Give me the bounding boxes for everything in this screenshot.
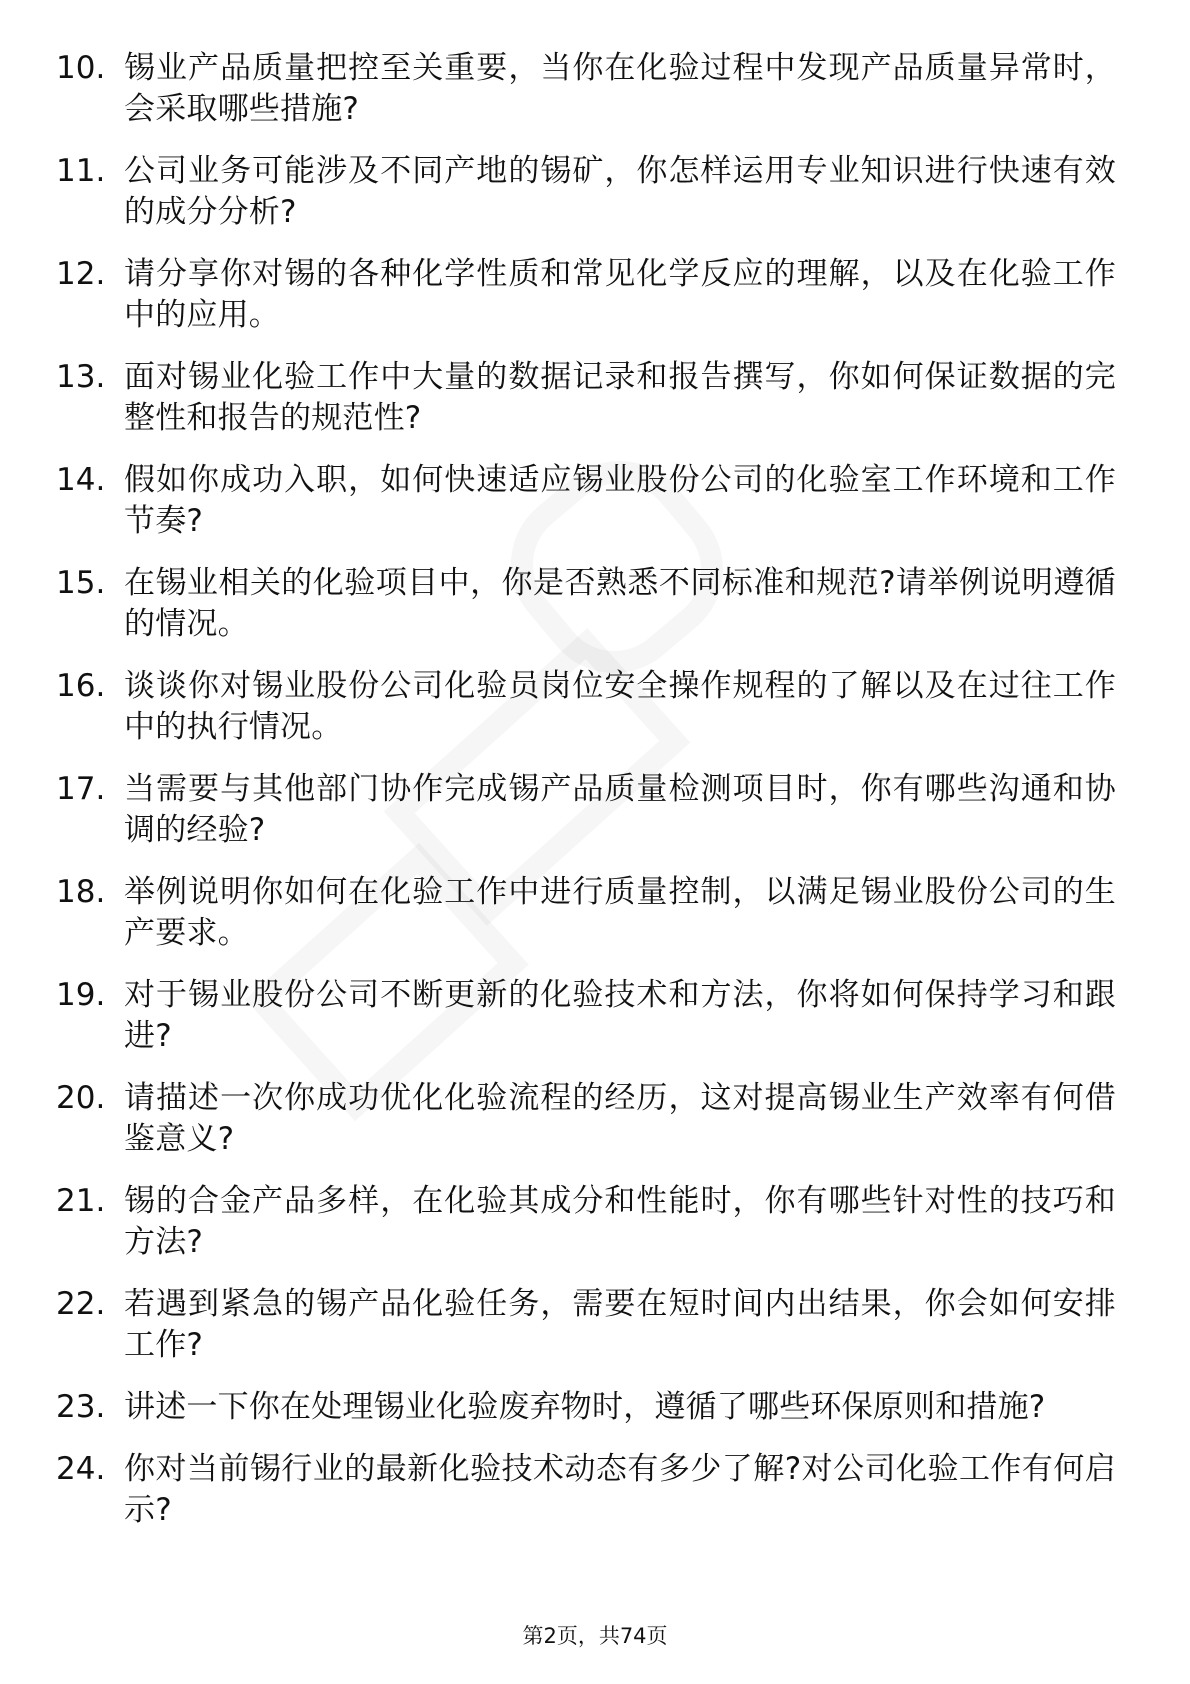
question-text: 讲述一下你在处理锡业化验废弃物时，遵循了哪些环保原则和措施? (124, 1389, 1046, 1425)
question-text: 你对当前锡行业的最新化验技术动态有多少了解?对公司化验工作有何启示? (124, 1451, 1116, 1528)
question-list (56, 48, 1116, 1552)
question-text: 面对锡业化验工作中大量的数据记录和报告撰写，你如何保证数据的完整性和报告的规范性? (124, 359, 1116, 436)
question-text: 锡的合金产品多样，在化验其成分和性能时，你有哪些针对性的技巧和方法? (124, 1183, 1116, 1260)
question-item-14 (56, 460, 1116, 542)
question-number: 20. (56, 1080, 106, 1116)
question-number: 15. (56, 565, 106, 601)
question-text: 请分享你对锡的各种化学性质和常见化学反应的理解，以及在化验工作中的应用。 (124, 256, 1116, 333)
question-item-23 (56, 1387, 1116, 1428)
question-item-18 (56, 872, 1116, 954)
question-number: 14. (56, 462, 106, 498)
question-text: 公司业务可能涉及不同产地的锡矿，你怎样运用专业知识进行快速有效的成分分析? (124, 153, 1116, 230)
question-text: 对于锡业股份公司不断更新的化验技术和方法，你将如何保持学习和跟进? (124, 977, 1116, 1054)
question-item-21 (56, 1181, 1116, 1263)
question-item-17 (56, 769, 1116, 851)
question-item-22 (56, 1284, 1116, 1366)
question-number: 10. (56, 50, 106, 86)
page-number-footer: 第2页，共74页 (522, 1624, 668, 1648)
question-item-10 (56, 48, 1116, 130)
question-number: 18. (56, 874, 106, 910)
question-text: 谈谈你对锡业股份公司化验员岗位安全操作规程的了解以及在过往工作中的执行情况。 (124, 668, 1116, 745)
question-text: 在锡业相关的化验项目中，你是否熟悉不同标准和规范?请举例说明遵循的情况。 (124, 565, 1116, 642)
question-item-24 (56, 1449, 1116, 1531)
question-number: 13. (56, 359, 106, 395)
question-number: 12. (56, 256, 106, 292)
question-number: 23. (56, 1389, 106, 1425)
question-item-15 (56, 563, 1116, 645)
question-item-13 (56, 357, 1116, 439)
question-text: 若遇到紧急的锡产品化验任务，需要在短时间内出结果，你会如何安排工作? (124, 1286, 1116, 1363)
question-item-19 (56, 975, 1116, 1057)
question-number: 17. (56, 771, 106, 807)
question-number: 22. (56, 1286, 106, 1322)
question-item-11 (56, 151, 1116, 233)
question-number: 16. (56, 668, 106, 704)
question-number: 21. (56, 1183, 106, 1219)
question-text: 举例说明你如何在化验工作中进行质量控制，以满足锡业股份公司的生产要求。 (124, 874, 1116, 951)
question-item-12 (56, 254, 1116, 336)
question-item-16 (56, 666, 1116, 748)
question-text: 请描述一次你成功优化化验流程的经历，这对提高锡业生产效率有何借鉴意义? (124, 1080, 1116, 1157)
question-text: 锡业产品质量把控至关重要，当你在化验过程中发现产品质量异常时，会采取哪些措施? (124, 50, 1116, 127)
question-text: 假如你成功入职，如何快速适应锡业股份公司的化验室工作环境和工作节奏? (124, 462, 1116, 539)
question-item-20 (56, 1078, 1116, 1160)
question-number: 24. (56, 1451, 106, 1487)
question-text: 当需要与其他部门协作完成锡产品质量检测项目时，你有哪些沟通和协调的经验? (124, 771, 1116, 848)
question-number: 11. (56, 153, 106, 189)
question-number: 19. (56, 977, 106, 1013)
